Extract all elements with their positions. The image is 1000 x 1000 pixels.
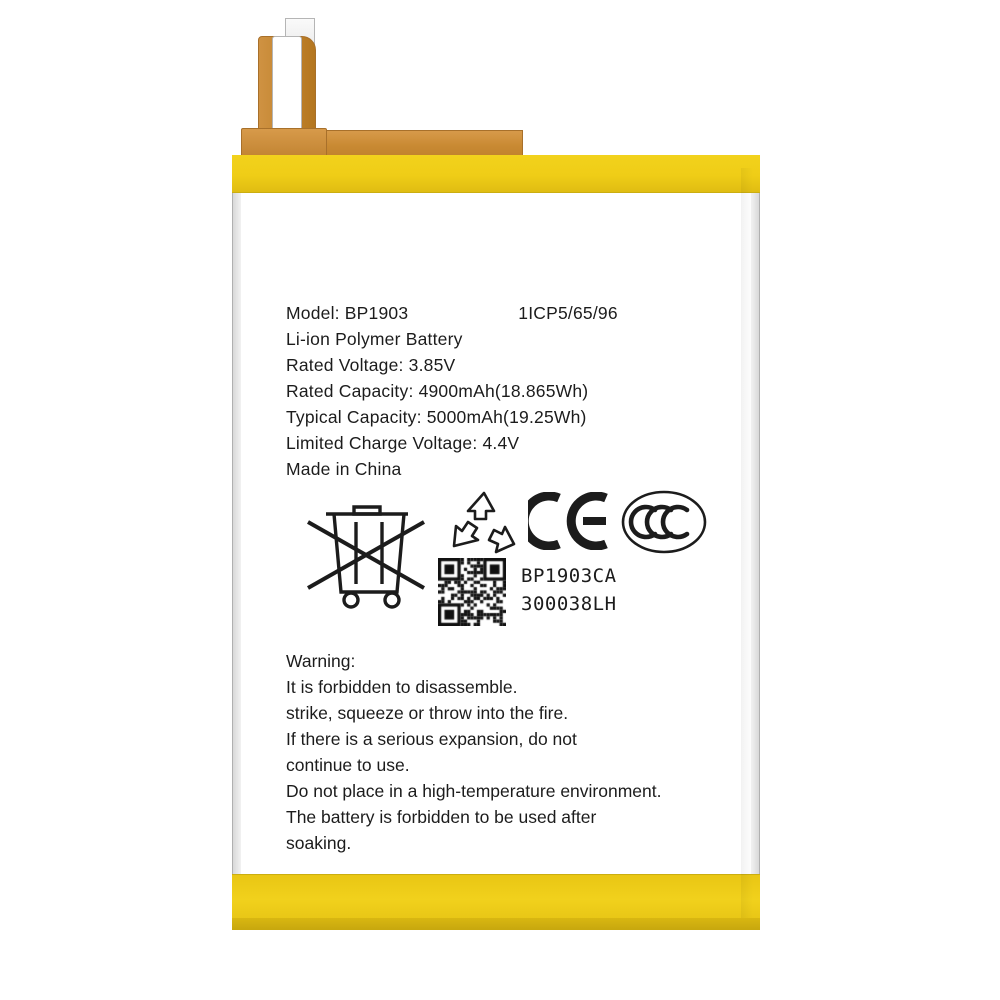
yellow-tape-top xyxy=(232,155,760,193)
model-row xyxy=(286,300,716,326)
serial-line-1: BP1903CA xyxy=(521,565,617,587)
ccc-mark-icon xyxy=(621,490,707,554)
warning-line: strike, squeeze or throw into the fire. xyxy=(286,703,569,723)
weee-bin-icon xyxy=(296,480,436,620)
battery-left-edge xyxy=(232,155,241,930)
limited-charge-voltage-label: Limited Charge Voltage: 4.4V xyxy=(286,433,520,453)
yellow-tape-bottom-edge xyxy=(232,918,760,930)
qr-code-icon xyxy=(438,558,506,626)
typical-capacity-label: Typical Capacity: 5000mAh(19.25Wh) xyxy=(286,407,587,427)
specification-block xyxy=(286,300,716,482)
warning-line: It is forbidden to disassemble. xyxy=(286,677,518,697)
battery-right-edge xyxy=(751,155,760,930)
chemistry-label: Li-ion Polymer Battery xyxy=(286,329,463,349)
warning-line: If there is a serious expansion, do not xyxy=(286,729,577,749)
compliance-symbols xyxy=(286,480,716,640)
warning-line: continue to use. xyxy=(286,755,410,775)
rated-voltage-label: Rated Voltage: 3.85V xyxy=(286,355,456,375)
iec-code: 1ICP5/65/96 xyxy=(518,303,618,323)
serial-block xyxy=(521,562,617,618)
warning-block xyxy=(286,648,726,856)
warning-line: The battery is forbidden to be used after xyxy=(286,807,597,827)
serial-line-2: 300038LH xyxy=(521,593,617,615)
warning-title: Warning: xyxy=(286,651,356,671)
warning-line: soaking. xyxy=(286,833,352,853)
connector-tab-insulator xyxy=(272,36,302,132)
ce-mark-icon xyxy=(528,492,614,550)
model-label: Model: BP1903 xyxy=(286,303,409,323)
origin-label: Made in China xyxy=(286,459,402,479)
warning-line: Do not place in a high-temperature environment. xyxy=(286,781,662,801)
rated-capacity-label: Rated Capacity: 4900mAh(18.865Wh) xyxy=(286,381,589,401)
recycle-icon xyxy=(444,486,524,562)
